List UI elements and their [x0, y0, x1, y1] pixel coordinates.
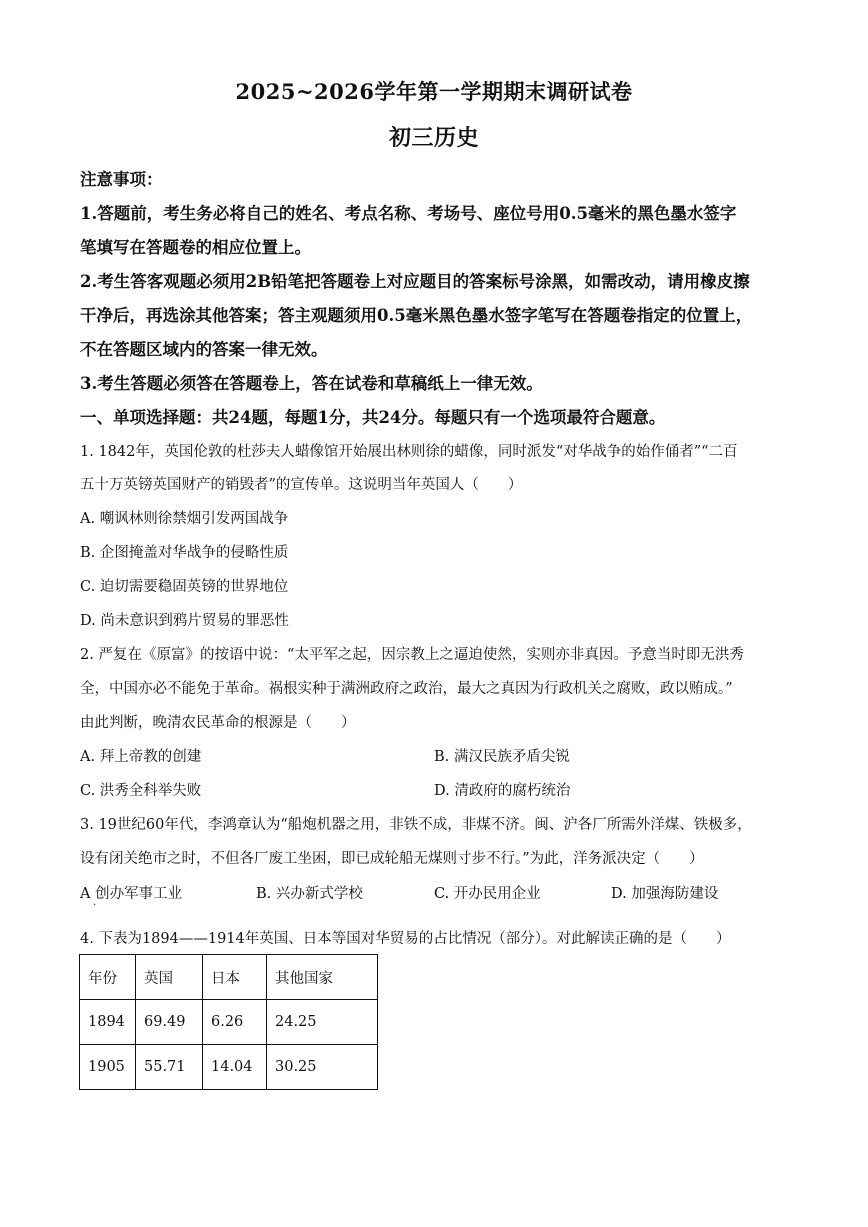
- q1-option-c: C. 迫切需要稳固英镑的世界地位: [80, 579, 289, 595]
- q1-stem-line: 五十万英镑英国财产的销毁者”的宣传单。这说明当年英国人（ ）: [80, 477, 523, 493]
- table-cell: 69.49: [136, 1000, 203, 1045]
- q3-option-b: B. 兴办新式学校: [256, 886, 363, 902]
- q2-option-d: D. 清政府的腐朽统治: [434, 783, 571, 799]
- q3-option-a: A 创办军事工业: [80, 886, 183, 902]
- q1-option-d: D. 尚未意识到鸦片贸易的罪恶性: [80, 613, 289, 629]
- note-line: 干净后，再选涂其他答案；答主观题须用0.5毫米黑色墨水签字笔写在答题卷指定的位置上，: [80, 306, 753, 325]
- note-line: 不在答题区域内的答案一律无效。: [80, 340, 328, 359]
- q2-option-a: A. 拜上帝教的创建: [80, 749, 202, 765]
- q1-option-b: B. 企图掩盖对华战争的侵略性质: [80, 545, 289, 561]
- table-header-cell: 其他国家: [267, 955, 378, 1000]
- q3-option-d: D. 加强海防建设: [611, 886, 719, 902]
- note-line: 笔填写在答题卷的相应位置上。: [80, 238, 311, 257]
- q2-stem-line: 2. 严复在《原富》的按语中说：“太平军之起，因宗教上之逼迫使然，实则亦非真因。予意当时即无洪秀: [80, 647, 744, 663]
- table-cell: 55.71: [136, 1045, 203, 1090]
- note-line: 3.考生答题必须答在答题卷上，答在试卷和草稿纸上一律无效。: [80, 374, 543, 393]
- exam-subject: 初三历史: [388, 125, 479, 151]
- note-line: 1.答题前，考生务必将自己的姓名、考点名称、考场号、座位号用0.5毫米的黑色墨水签字: [80, 204, 737, 223]
- q2-option-b: B. 满汉民族矛盾尖锐: [434, 749, 570, 765]
- table-cell: 14.04: [203, 1045, 267, 1090]
- trade-share-table: [79, 954, 378, 1090]
- exam-title: 2025~2026学年第一学期期末调研试卷: [235, 79, 633, 104]
- table-row: [80, 1045, 378, 1090]
- q4-stem: 4. 下表为1894——1914年英国、日本等国对华贸易的占比情况（部分）。对此解读正确的是（ ）: [80, 931, 731, 947]
- q3-stem-line: 3. 19世纪60年代，李鸿章认为“船炮机器之用，非铁不成，非煤不济。闽、沪各厂所需外洋煤、铁极多，: [80, 817, 752, 833]
- table-header-cell: 英国: [136, 955, 203, 1000]
- q2-stem-line: 全，中国亦必不能免于革命。祸根实种于满洲政府之政治，最大之真因为行政机关之腐败，政以贿成。”: [80, 681, 733, 697]
- table-cell: 24.25: [267, 1000, 378, 1045]
- table-cell: 1894: [80, 1000, 136, 1045]
- q1-option-a: A. 嘲讽林则徐禁烟引发两国战争: [80, 511, 289, 527]
- table-cell: 6.26: [203, 1000, 267, 1045]
- section-heading: 一、单项选择题：共24题，每题1分，共24分。每题只有一个选项最符合题意。: [80, 408, 666, 427]
- q2-stem-line: 由此判断，晚清农民革命的根源是（ ）: [80, 715, 356, 731]
- table-header-cell: 日本: [203, 955, 267, 1000]
- q1-stem-line: 1. 1842年，英国伦敦的杜莎夫人蜡像馆开始展出林则徐的蜡像，同时派发“对华战争的始作俑者”“二百: [80, 444, 738, 460]
- notes-heading: 注意事项：: [80, 170, 163, 189]
- q3-option-c: C. 开办民用企业: [434, 886, 541, 902]
- table-header-row: [80, 955, 378, 1000]
- q3-stem-line: 设有闭关绝市之时，不但各厂废工坐困，即已成轮船无煤则寸步不行。”为此，洋务派决定（ ）: [80, 851, 704, 867]
- table-row: [80, 1000, 378, 1045]
- table-header-cell: 年份: [80, 955, 136, 1000]
- table-cell: 30.25: [267, 1045, 378, 1090]
- stray-dot: ·: [93, 900, 97, 911]
- table-cell: 1905: [80, 1045, 136, 1090]
- note-line: 2.考生答客观题必须用2B铅笔把答题卷上对应题目的答案标号涂黑，如需改动，请用橡皮擦: [80, 272, 750, 291]
- q2-option-c: C. 洪秀全科举失败: [80, 783, 202, 799]
